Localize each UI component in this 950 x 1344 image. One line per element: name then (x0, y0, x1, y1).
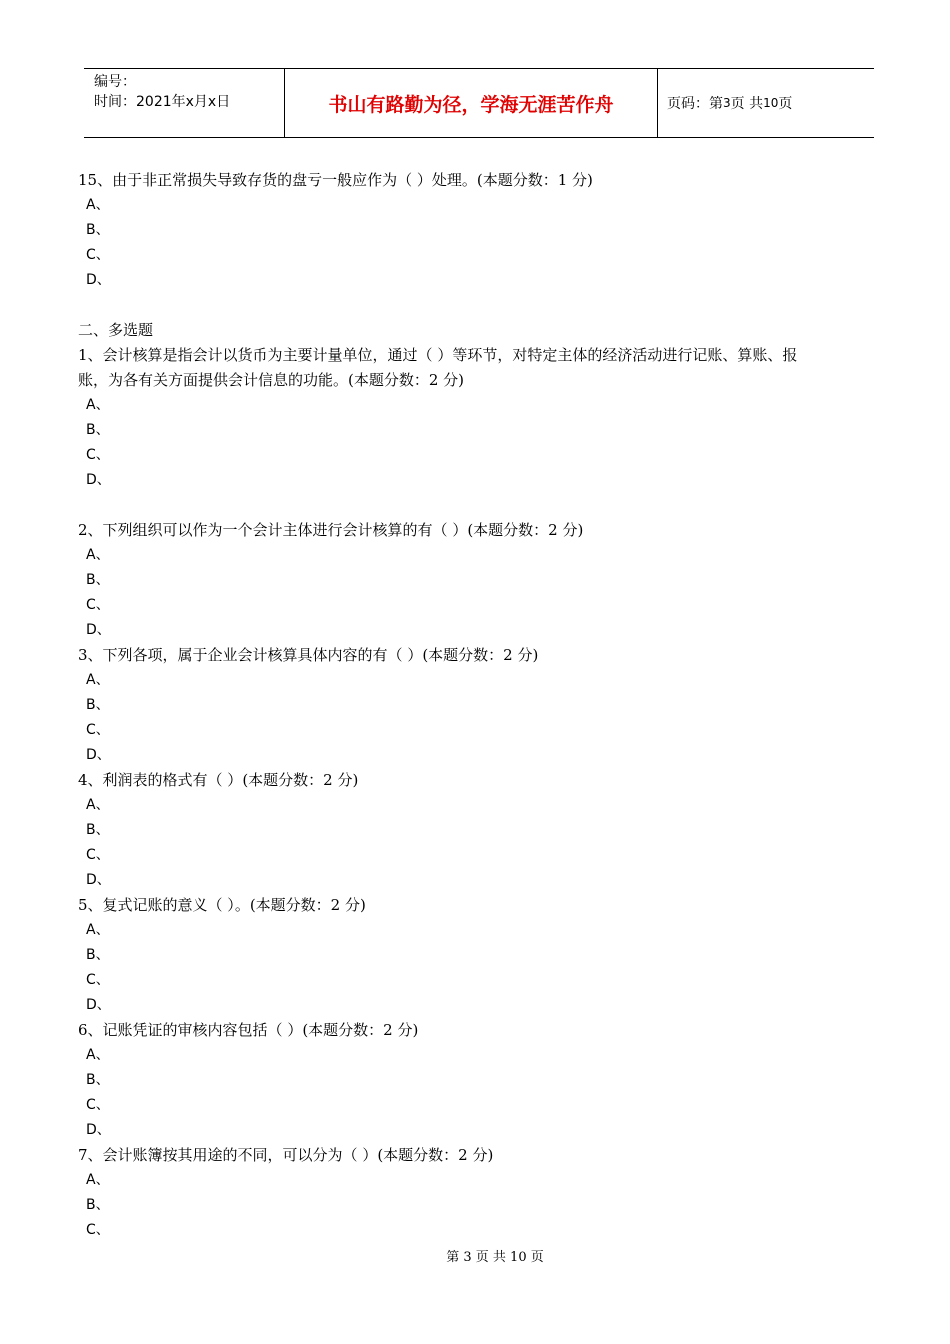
option-d: D、 (86, 872, 111, 888)
question-6: 6、记账凭证的审核内容包括（ ）(本题分数：2 分) (78, 1021, 419, 1039)
option-c: C、 (86, 1222, 110, 1238)
page-mid: 页 共 (730, 96, 764, 112)
question-1-line-2: 账，为各有关方面提供会计信息的功能。(本题分数：2 分) (78, 371, 465, 389)
number-label: 编号： (94, 74, 136, 90)
option-c: C、 (86, 972, 110, 988)
option-d: D、 (86, 472, 111, 488)
option-b: B、 (86, 697, 110, 713)
question-5: 5、复式记账的意义（ ）。(本题分数：2 分) (78, 896, 366, 914)
option-b: B、 (86, 1197, 110, 1213)
section-heading: 二、多选题 (78, 321, 154, 339)
option-d: D、 (86, 272, 111, 288)
option-a: A、 (86, 547, 110, 563)
page-number: 3 (723, 96, 731, 110)
page-prefix: 页码：第 (667, 96, 723, 112)
option-c: C、 (86, 722, 110, 738)
header-page-info (658, 69, 874, 137)
option-b: B、 (86, 1072, 110, 1088)
option-b: B、 (86, 572, 110, 588)
question-4: 4、利润表的格式有（ ）(本题分数：2 分) (78, 771, 359, 789)
time-label: 时间：2021年x月x日 (94, 94, 231, 110)
option-b: B、 (86, 222, 110, 238)
option-d: D、 (86, 622, 111, 638)
option-a: A、 (86, 797, 110, 813)
option-b: B、 (86, 822, 110, 838)
option-a: A、 (86, 672, 110, 688)
question-15: 15、由于非正常损失导致存货的盘亏一般应作为（ ）处理。(本题分数：1 分) (78, 171, 593, 189)
option-c: C、 (86, 597, 110, 613)
page-footer: 第 3 页 共 10 页 (446, 1250, 544, 1265)
question-1-line-1: 1、会计核算是指会计以货币为主要计量单位，通过（ ）等环节，对特定主体的经济活动进行记账、算账、报 (78, 346, 798, 364)
option-a: A、 (86, 922, 110, 938)
option-d: D、 (86, 1122, 111, 1138)
page-suffix: 页 (778, 96, 793, 112)
header-meta (84, 69, 285, 137)
page-total: 10 (763, 96, 779, 110)
option-b: B、 (86, 947, 110, 963)
header-motto: 书山有路勤为径，学海无涯苦作舟 (285, 69, 658, 137)
option-a: A、 (86, 1047, 110, 1063)
document-body (78, 168, 884, 1243)
option-b: B、 (86, 422, 110, 438)
page-header (84, 68, 874, 138)
option-c: C、 (86, 847, 110, 863)
option-c: C、 (86, 447, 110, 463)
question-3: 3、下列各项，属于企业会计核算具体内容的有（ ）(本题分数：2 分) (78, 646, 539, 664)
option-c: C、 (86, 1097, 110, 1113)
question-2: 2、下列组织可以作为一个会计主体进行会计核算的有（ ）(本题分数：2 分) (78, 521, 584, 539)
option-a: A、 (86, 1172, 110, 1188)
option-d: D、 (86, 997, 111, 1013)
option-c: C、 (86, 247, 110, 263)
option-d: D、 (86, 747, 111, 763)
option-a: A、 (86, 397, 110, 413)
question-7: 7、会计账簿按其用途的不同，可以分为（ ）(本题分数：2 分) (78, 1146, 494, 1164)
option-a: A、 (86, 197, 110, 213)
